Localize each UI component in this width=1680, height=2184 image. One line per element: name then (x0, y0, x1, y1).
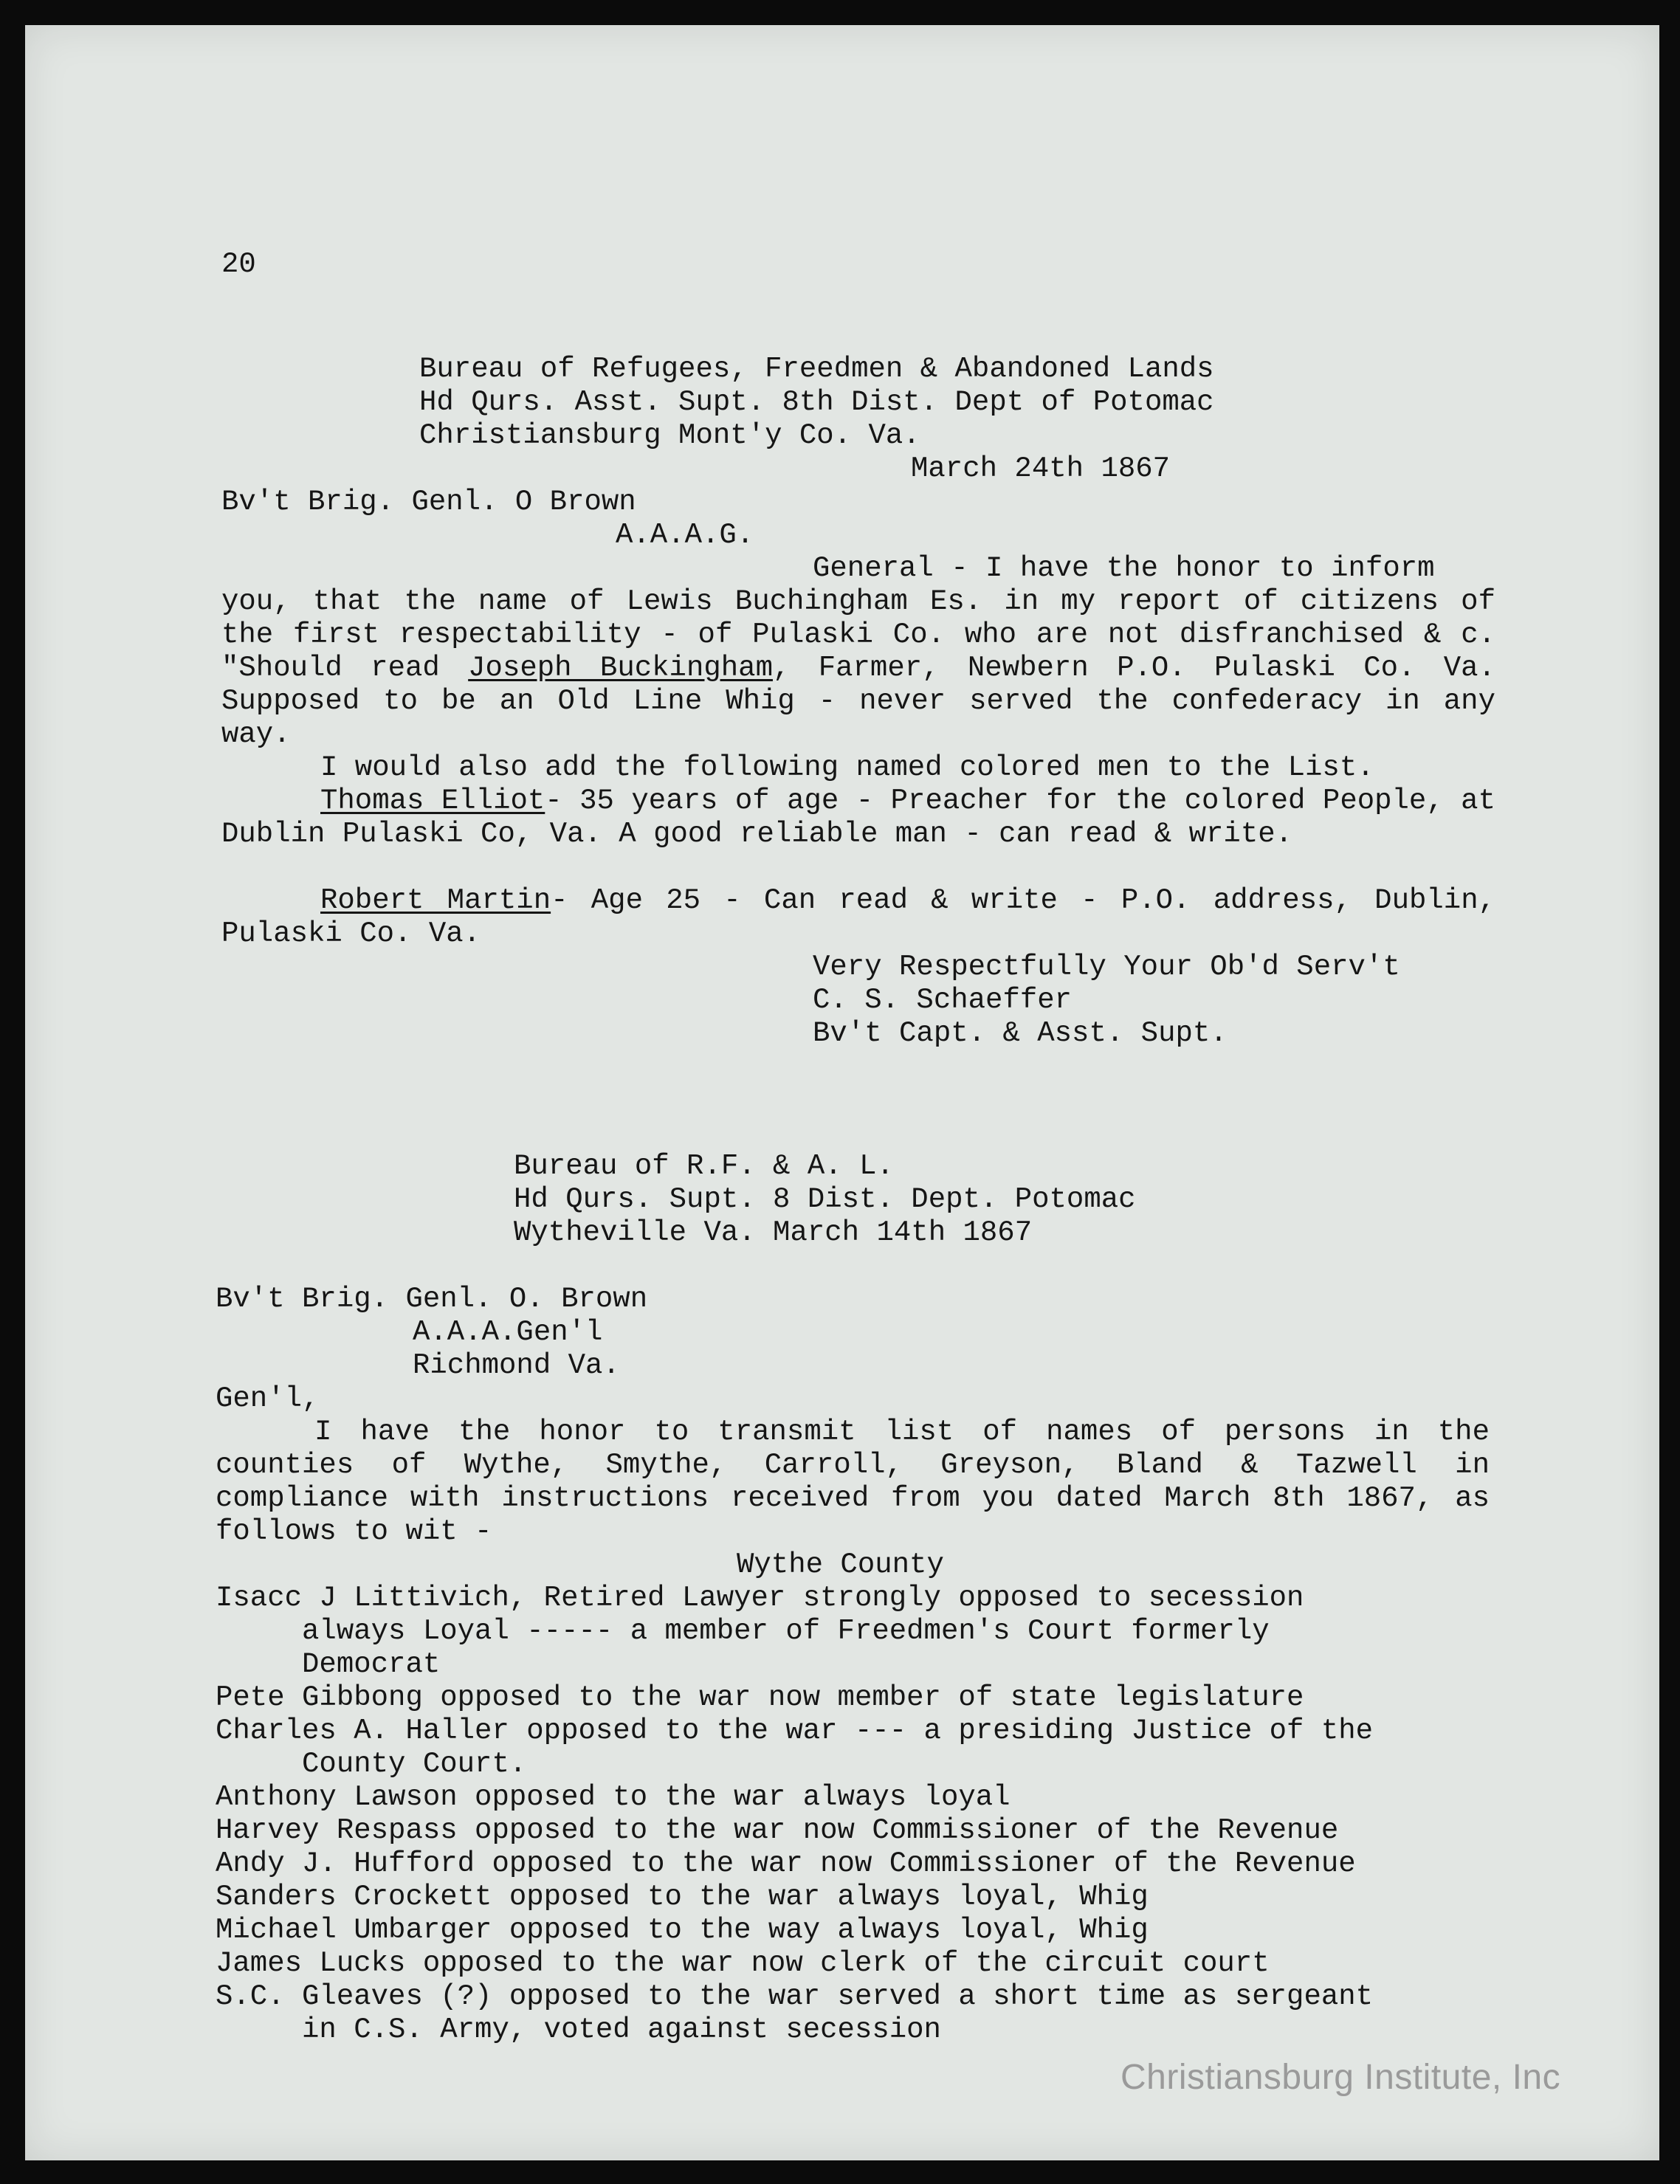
paragraph-text: - Age 25 - Can read & write - P.O. address, Dublin, Pulaski Co. Va. (221, 884, 1495, 950)
list-item: Anthony Lawson opposed to the war always loyal (216, 1781, 1011, 1813)
list-item: Democrat (216, 1648, 441, 1681)
letter-2-heading-line: Wytheville Va. March 14th 1867 (514, 1216, 1033, 1249)
list-item: Michael Umbarger opposed to the way always loyal, Whig (216, 1914, 1149, 1946)
letter-2-intro: counties of Wythe, Smythe, Carroll, Greyson, Bland & Tazwell in compliance with instructions received from you dated March 8th 1867, as follows to wit - (216, 1449, 1490, 1548)
list-item: Sanders Crockett opposed to the war always loyal, Whig (216, 1881, 1149, 1913)
list-item: County Court. (216, 1748, 527, 1780)
list-item: James Lucks opposed to the war now clerk of the circuit court (216, 1947, 1270, 1980)
list-item: Andy J. Hufford opposed to the war now Commissioner of the Revenue (216, 1847, 1356, 1880)
underlined-name: Thomas Elliot (320, 785, 545, 817)
underlined-name: Joseph Buckingham (468, 652, 773, 684)
letter-1-date: March 24th 1867 (911, 452, 1171, 485)
letter-1-heading-line: Hd Qurs. Asst. Supt. 8th Dist. Dept of Potomac (419, 386, 1214, 418)
list-item: in C.S. Army, voted against secession (216, 2014, 941, 2046)
letter-2-heading-line: Bureau of R.F. & A. L. (514, 1150, 894, 1182)
list-item: S.C. Gleaves (?) opposed to the war served a short time as sergeant (216, 1980, 1374, 2013)
letter-1-heading-line: Christiansburg Mont'y Co. Va. (419, 419, 920, 452)
list-item: Pete Gibbong opposed to the war now member of state legislature (216, 1681, 1304, 1714)
letter-1-signer-title: Bv't Capt. & Asst. Supt. (813, 1017, 1228, 1050)
list-item: always Loyal ----- a member of Freedmen's Court formerly (216, 1615, 1270, 1647)
letter-2-salutation: Gen'l, (216, 1382, 320, 1415)
letter-2-addressee-place: Richmond Va. (413, 1349, 620, 1382)
watermark: Christiansburg Institute, Inc (1120, 2058, 1561, 2097)
county-heading: Wythe County (737, 1549, 944, 1581)
paragraph-text: - 35 years of age - Preacher for the colored People, at Dublin Pulaski Co, Va. A good reliable man - can read & write. (221, 785, 1495, 850)
letter-1-closing: Very Respectfully Your Ob'd Serv't (813, 951, 1400, 983)
underlined-name: Robert Martin (320, 884, 551, 917)
letter-1-heading-line: Bureau of Refugees, Freedmen & Abandoned Lands (419, 353, 1214, 385)
letter-1-salutation: General - I have the honor to inform (813, 552, 1435, 585)
letter-2-intro: I have the honor to transmit list of names of persons in the (314, 1416, 1490, 1448)
list-item: Isacc J Littivich, Retired Lawyer strongly opposed to secession (216, 1582, 1304, 1614)
letter-1-addressee-title: A.A.A.G. (616, 519, 754, 551)
paragraph-text: you, that the name of Lewis Buchingham Es. in my report of citizens of the first respectability - of Pulaski Co. who are not disfranchised & c. "Should read (221, 585, 1495, 684)
letter-2-addressee-title: A.A.A.Gen'l (413, 1316, 603, 1348)
letter-2-heading-line: Hd Qurs. Supt. 8 Dist. Dept. Potomac (514, 1183, 1136, 1216)
letter-1-paragraph (221, 585, 1495, 751)
list-item: Harvey Respass opposed to the war now Commissioner of the Revenue (216, 1814, 1339, 1847)
letter-1-paragraph (221, 884, 1495, 951)
paragraph-text: , Farmer, Newbern P.O. Pulaski Co. Va. Supposed to be an Old Line Whig - never served the confederacy in any way. (221, 652, 1495, 751)
letter-1-addressee: Bv't Brig. Genl. O Brown (221, 486, 636, 518)
letter-2-addressee: Bv't Brig. Genl. O. Brown (216, 1283, 648, 1315)
page-number: 20 (221, 248, 256, 280)
letter-1-signature: C. S. Schaeffer (813, 984, 1073, 1016)
list-item: Charles A. Haller opposed to the war --- a presiding Justice of the (216, 1715, 1374, 1747)
letter-1-paragraph (221, 785, 1495, 851)
letter-1-paragraph: I would also add the following named colored men to the List. (320, 751, 1374, 784)
